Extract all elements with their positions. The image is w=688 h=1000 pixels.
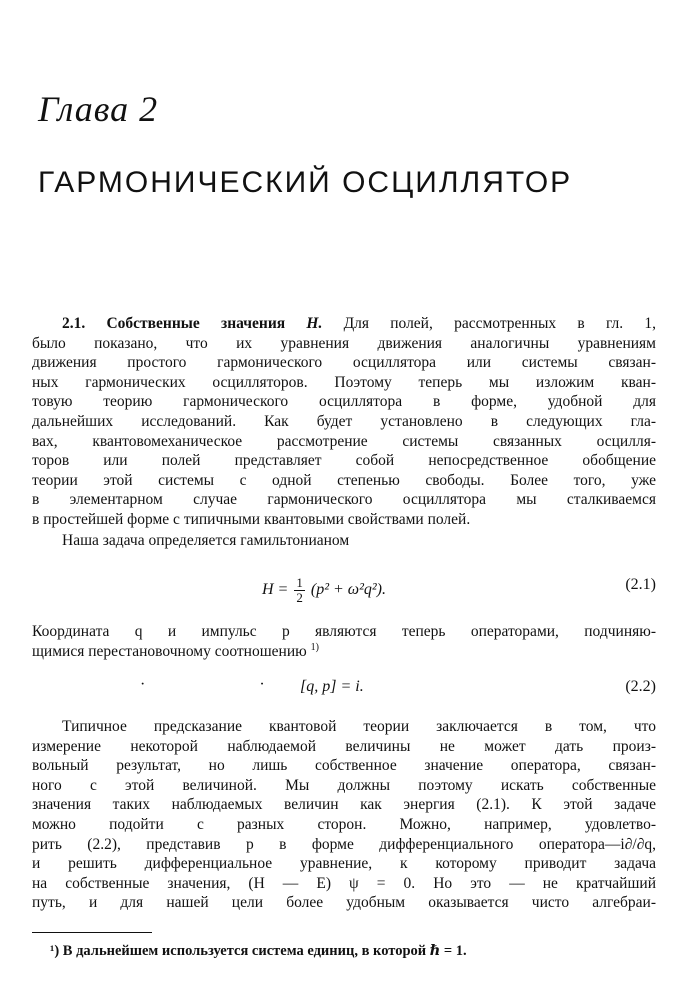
chapter-label: Глава 2 bbox=[38, 89, 159, 129]
footnote: ¹) В дальнейшем используется система единиц, в которой ℏ = 1. bbox=[50, 943, 467, 959]
text-line: ных гармонических осцилляторов. Поэтому теперь мы изложим кван- bbox=[32, 373, 656, 391]
paragraph-2 bbox=[32, 531, 656, 551]
text-line: Координата q и импульс p являются теперь операторами, подчиняю- bbox=[32, 623, 656, 640]
text-line: Типичное предсказание квантовой теории заключается в том, что bbox=[62, 718, 656, 735]
text-line: дальнейших исследований. Как будет установлено в следующих гла- bbox=[32, 412, 656, 430]
equation-expression: [q, p] = i. bbox=[300, 678, 364, 695]
equation-expression: H = $\frac{1}{2}$ (p² + ω²q²). bbox=[262, 575, 386, 605]
equation-2-2 bbox=[32, 676, 656, 700]
text-line: путь, и для нашей цели более удобным оказывается чисто алгебраи- bbox=[32, 894, 656, 912]
text-line: движения простого гармонического осциллятора или системы связан- bbox=[32, 354, 656, 372]
text-line: в элементарном случае гармонического осциллятора мы сталкиваемся bbox=[32, 491, 656, 509]
text-line: товую теорию гармонического осциллятора в форме, удобной для bbox=[32, 393, 656, 411]
equation-number: (2.2) bbox=[625, 678, 656, 695]
text-line: рить (2.2), представив p в форме дифференциального оператора—i∂/∂q, bbox=[32, 835, 656, 853]
text-line: значения таких наблюдаемых величин как энергия (2.1). К этой задаче bbox=[32, 796, 656, 814]
paragraph-4 bbox=[32, 717, 656, 913]
chapter-title: ГАРМОНИЧЕСКИЙ ОСЦИЛЛЯТОР bbox=[38, 166, 573, 199]
text-line: на собственные значения, (H — E) ψ = 0. Но это — не кратчайший bbox=[32, 874, 656, 892]
text-line: можно подойти с разных сторон. Можно, например, удовлетво- bbox=[32, 815, 656, 833]
stray-dots: · · bbox=[140, 676, 320, 693]
text-line: и решить дифференциальное уравнение, к которому приводит задача bbox=[32, 855, 656, 873]
text-line: Наша задача определяется гамильтонианом bbox=[62, 532, 350, 549]
footnote-mark: 1) bbox=[310, 641, 319, 653]
section-heading: 2.1. Собственные значения H. bbox=[62, 315, 323, 332]
text-line: щимися перестановочному соотношению $^{1)}$ bbox=[32, 641, 319, 660]
text-line: теории этой системы с одной степенью свободы. Более того, уже bbox=[32, 471, 656, 489]
text-line: торов или полей представляет собой непосредственное обобщение bbox=[32, 452, 656, 470]
text-line: было показано, что их уравнения движения аналогичны уравнениям bbox=[32, 334, 656, 352]
text-line: в простейшей форме с типичными квантовыми свойствами полей. bbox=[32, 510, 471, 528]
text-line: вольный результат, но лишь собственное значение оператора, связан- bbox=[32, 757, 656, 775]
equation-2-1 bbox=[32, 566, 656, 606]
fraction: $\frac{1}{2}$ bbox=[296, 575, 303, 605]
section-first-line: 2.1. Собственные значения H. Для полей, рассмотренных в гл. 1, bbox=[62, 315, 657, 332]
text-line: ного с этой величиной. Мы должны поэтому искать собственные bbox=[32, 776, 656, 794]
text-line: измерение некоторой наблюдаемой величины не может дать произ- bbox=[32, 737, 656, 755]
section-paragraph bbox=[32, 314, 656, 530]
paragraph-3 bbox=[32, 622, 656, 661]
footnote-divider bbox=[32, 932, 152, 933]
text-line: вах, квантовомеханическое рассмотрение системы связанных осцилля- bbox=[32, 432, 656, 450]
equation-number: (2.1) bbox=[625, 576, 656, 593]
